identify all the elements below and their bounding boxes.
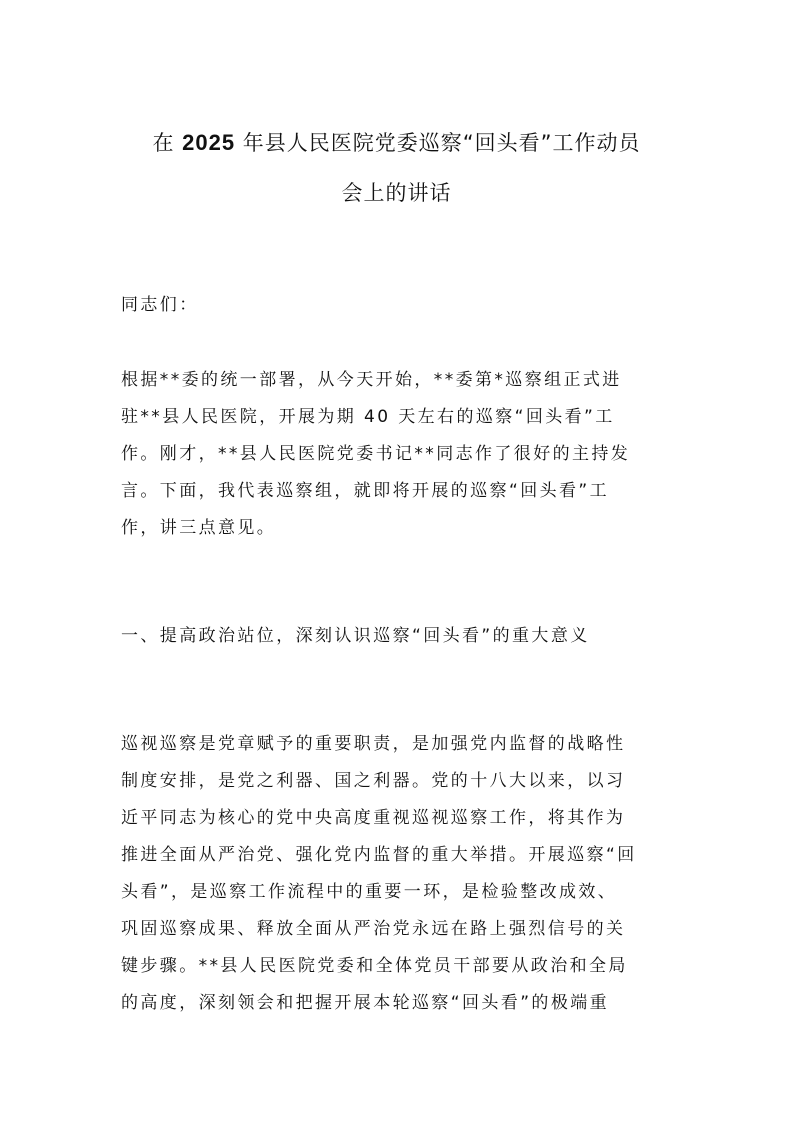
- paragraph-line: 近平同志为核心的党中央高度重视巡视巡察工作，将其作为: [121, 808, 626, 828]
- paragraph-line: 作，讲三点意见。: [121, 518, 277, 538]
- paragraph-line: 头看”，是巡察工作流程中的重要一环，是检验整改成效、: [121, 882, 618, 902]
- salutation-text: 同志们：: [121, 295, 199, 315]
- title-suffix: 年县人民医院党委巡察“回头看”工作动员: [235, 131, 641, 155]
- paragraph-1: [121, 362, 681, 547]
- paragraph-line: 键步骤。**县人民医院党委和全体党员干部要从政治和全局: [121, 956, 628, 976]
- paragraph-line: 的高度，深刻领会和把握开展本轮巡察“回头看”的极端重: [121, 993, 610, 1013]
- paragraph-line: 作。刚才，**县人民医院党委书记**同志作了很好的主持发: [121, 444, 631, 464]
- title-line-2: 会上的讲话: [341, 181, 452, 205]
- section-heading-1: [121, 618, 681, 655]
- paragraph-line: 巩固巡察成果、释放全面从严治党永远在路上强烈信号的关: [121, 919, 626, 939]
- title-line-1: [80, 118, 713, 168]
- section-heading-text: 一、提高政治站位，深刻认识巡察“回头看”的重大意义: [121, 626, 590, 646]
- paragraph-line: 根据**委的统一部署，从今天开始，**委第*巡察组正式进: [121, 370, 622, 390]
- paragraph-2: [121, 726, 681, 1022]
- salutation: [121, 287, 681, 324]
- title-prefix: 在: [152, 131, 183, 155]
- paragraph-line: 巡视巡察是党章赋予的重要职责，是加强党内监督的战略性: [121, 734, 626, 754]
- document-title: [80, 118, 713, 218]
- title-year: 2025: [182, 130, 236, 155]
- paragraph-line: 推进全面从严治党、强化党内监督的重大举措。开展巡察“回: [121, 845, 637, 865]
- paragraph-line: 驻**县人民医院，开展为期 40 天左右的巡察“回头看”工: [121, 407, 615, 427]
- paragraph-line: 制度安排，是党之利器、国之利器。党的十八大以来，以习: [121, 771, 626, 791]
- paragraph-line: 言。下面，我代表巡察组，就即将开展的巡察“回头看”工: [121, 481, 610, 501]
